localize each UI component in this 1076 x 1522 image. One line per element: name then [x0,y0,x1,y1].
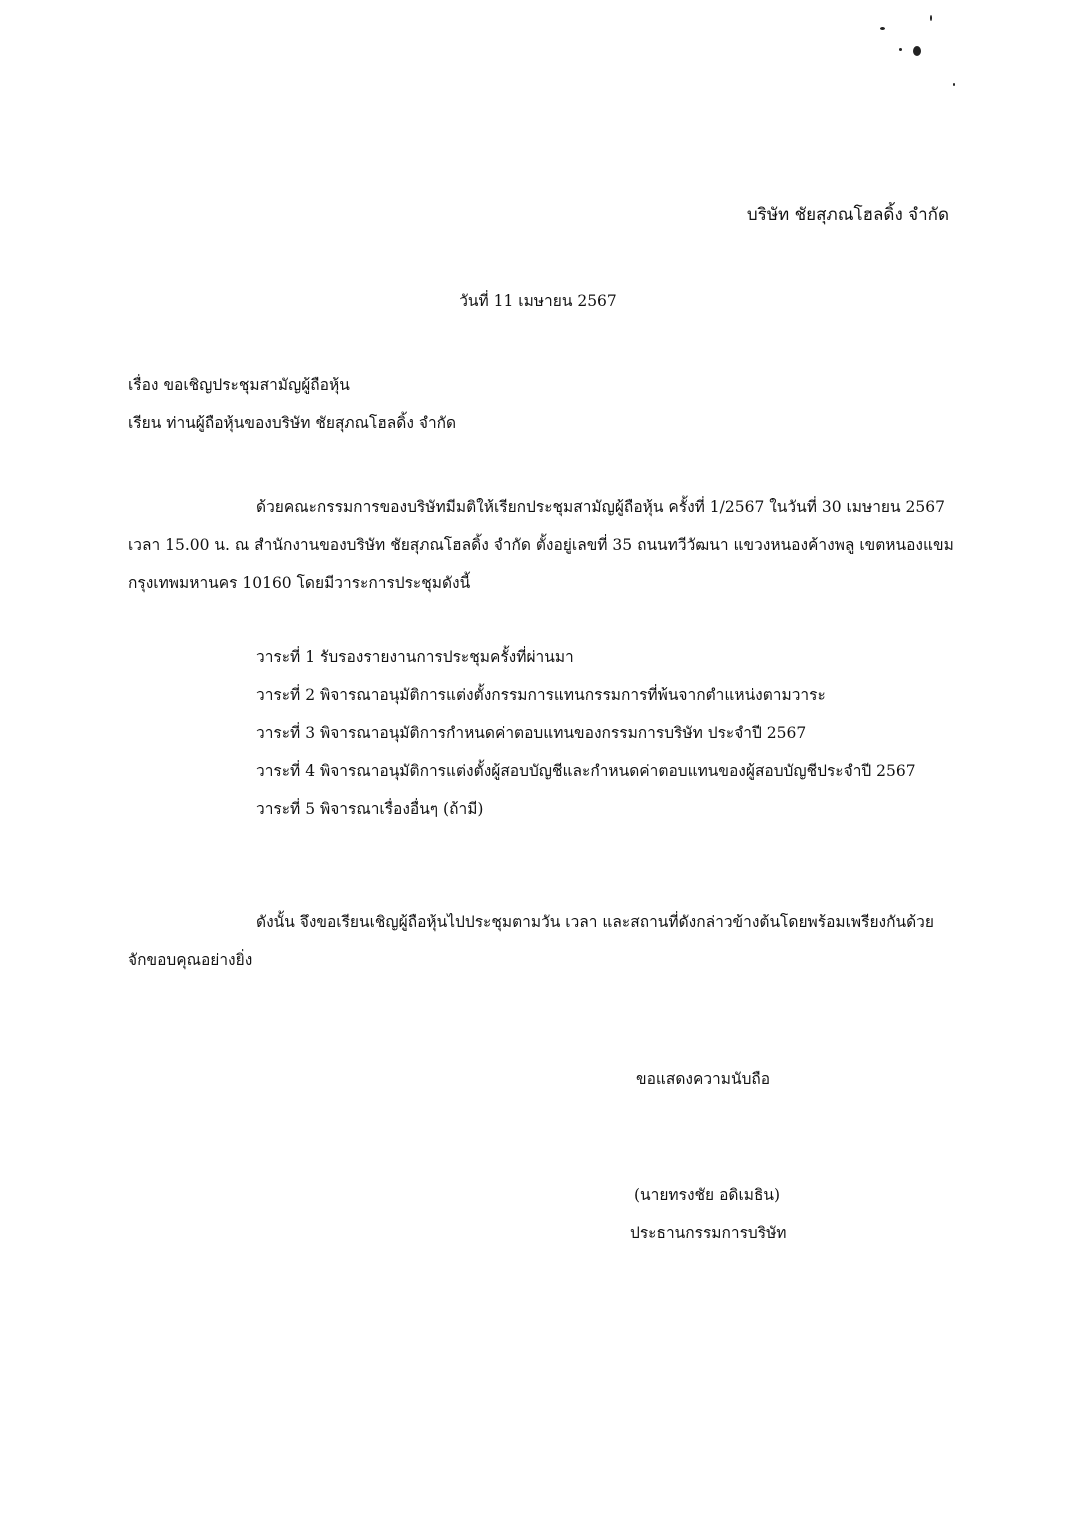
scan-speck [913,46,921,56]
subject-line [128,372,350,397]
agenda-item: วาระที่ 1 รับรองรายงานการประชุมครั้งที่ผ่านมา [256,648,574,666]
body-paragraph [128,488,954,602]
agenda-list [256,638,916,828]
agenda-item: วาระที่ 3 พิจารณาอนุมัติการกำหนดค่าตอบแทนของกรรมการบริษัท ประจำปี 2567 [256,724,807,742]
scan-speck [880,27,885,30]
signer-name: (นายทรงชัย อดิเมธิน) [634,1186,781,1204]
closing-line: ดังนั้น จึงขอเรียนเชิญผู้ถือหุ้นไปประชุมตามวัน เวลา และสถานที่ดังกล่าวข้างต้นโดยพร้อมเพรียงกันด้วย [256,913,934,931]
salutation-text: ท่านผู้ถือหุ้นของบริษัท ชัยสุภณโฮลดิ้ง จำกัด [166,414,457,432]
salutation-line [128,410,456,435]
agenda-item: วาระที่ 2 พิจารณาอนุมัติการแต่งตั้งกรรมการแทนกรรมการที่พ้นจากตำแหน่งตามวาระ [256,686,826,704]
body-line: เวลา 15.00 น. ณ สำนักงานของบริษัท ชัยสุภณโฮลดิ้ง จำกัด ตั้งอยู่เลขที่ 35 ถนนทวีวัฒนา แขวงหนองค้างพลู เขตหนองแขม [128,536,954,554]
closing-line: จักขอบคุณอย่างยิ่ง [128,951,253,969]
letter-date: วันที่ 11 เมษายน 2567 [459,292,617,310]
agenda-item: วาระที่ 5 พิจารณาเรื่องอื่นๆ (ถ้ามี) [256,800,484,818]
agenda-item: วาระที่ 4 พิจารณาอนุมัติการแต่งตั้งผู้สอบบัญชีและกำหนดค่าตอบแทนของผู้สอบบัญชีประจำปี 2567 [256,762,916,780]
closing-paragraph [128,903,950,979]
scan-speck [899,48,902,51]
company-header: บริษัท ชัยสุภณโฮลดิ้ง จำกัด [746,205,949,225]
body-line: ด้วยคณะกรรมการของบริษัทมีมติให้เรียกประชุมสามัญผู้ถือหุ้น ครั้งที่ 1/2567 ในวันที่ 30 เมษายน 2567 [256,498,945,516]
body-line: กรุงเทพมหานคร 10160 โดยมีวาระการประชุมดังนี้ [128,574,471,592]
signer-title: ประธานกรรมการบริษัท [630,1224,787,1242]
subject-text: ขอเชิญประชุมสามัญผู้ถือหุ้น [163,376,350,394]
subject-label: เรื่อง [128,376,159,394]
scan-speck [930,15,932,21]
regards-text: ขอแสดงความนับถือ [636,1070,771,1088]
salutation-label: เรียน [128,414,162,432]
scan-speck [953,83,955,86]
